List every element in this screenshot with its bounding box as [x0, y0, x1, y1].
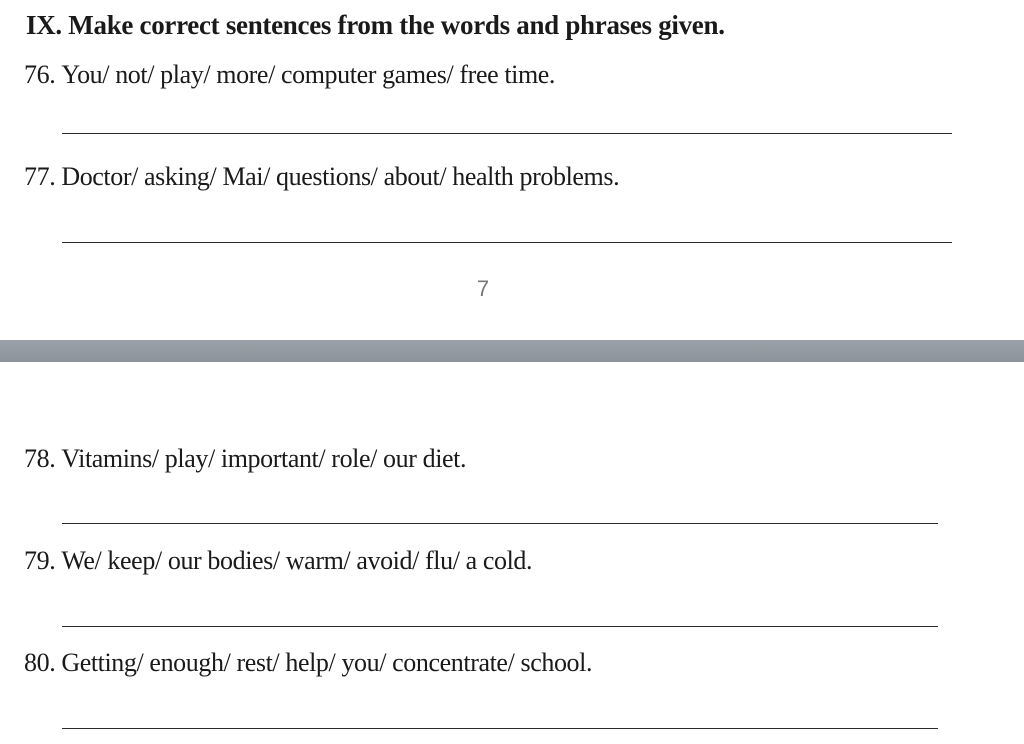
answer-line-76[interactable]	[62, 133, 952, 134]
section-heading: IX. Make correct sentences from the words and phrases given.	[26, 10, 725, 40]
answer-line-80[interactable]	[62, 728, 938, 729]
answer-line-79[interactable]	[62, 626, 938, 627]
answer-line-77[interactable]	[62, 242, 952, 243]
item-number: 78.	[24, 444, 56, 473]
exercise-item-76	[24, 60, 555, 90]
page-separator	[0, 340, 1024, 362]
worksheet-page-top	[0, 0, 1024, 340]
exercise-item-80	[24, 648, 592, 678]
item-prompt: We/ keep/ our bodies/ warm/ avoid/ flu/ a cold.	[61, 546, 533, 575]
item-number: 77.	[24, 162, 56, 191]
item-number: 76.	[24, 60, 56, 89]
item-prompt: Getting/ enough/ rest/ help/ you/ concentrate/ school.	[61, 648, 593, 677]
item-number: 79.	[24, 546, 56, 575]
exercise-item-77	[24, 162, 619, 192]
page-number: 7	[476, 276, 490, 301]
worksheet-page-bottom	[0, 362, 1024, 744]
item-prompt: Vitamins/ play/ important/ role/ our diet.	[61, 444, 467, 473]
item-number: 80.	[24, 648, 56, 677]
answer-line-78[interactable]	[62, 523, 938, 524]
item-prompt: You/ not/ play/ more/ computer games/ free time.	[61, 60, 556, 89]
exercise-item-79	[24, 546, 532, 576]
exercise-item-78	[24, 444, 466, 474]
item-prompt: Doctor/ asking/ Mai/ questions/ about/ health problems.	[61, 162, 620, 191]
